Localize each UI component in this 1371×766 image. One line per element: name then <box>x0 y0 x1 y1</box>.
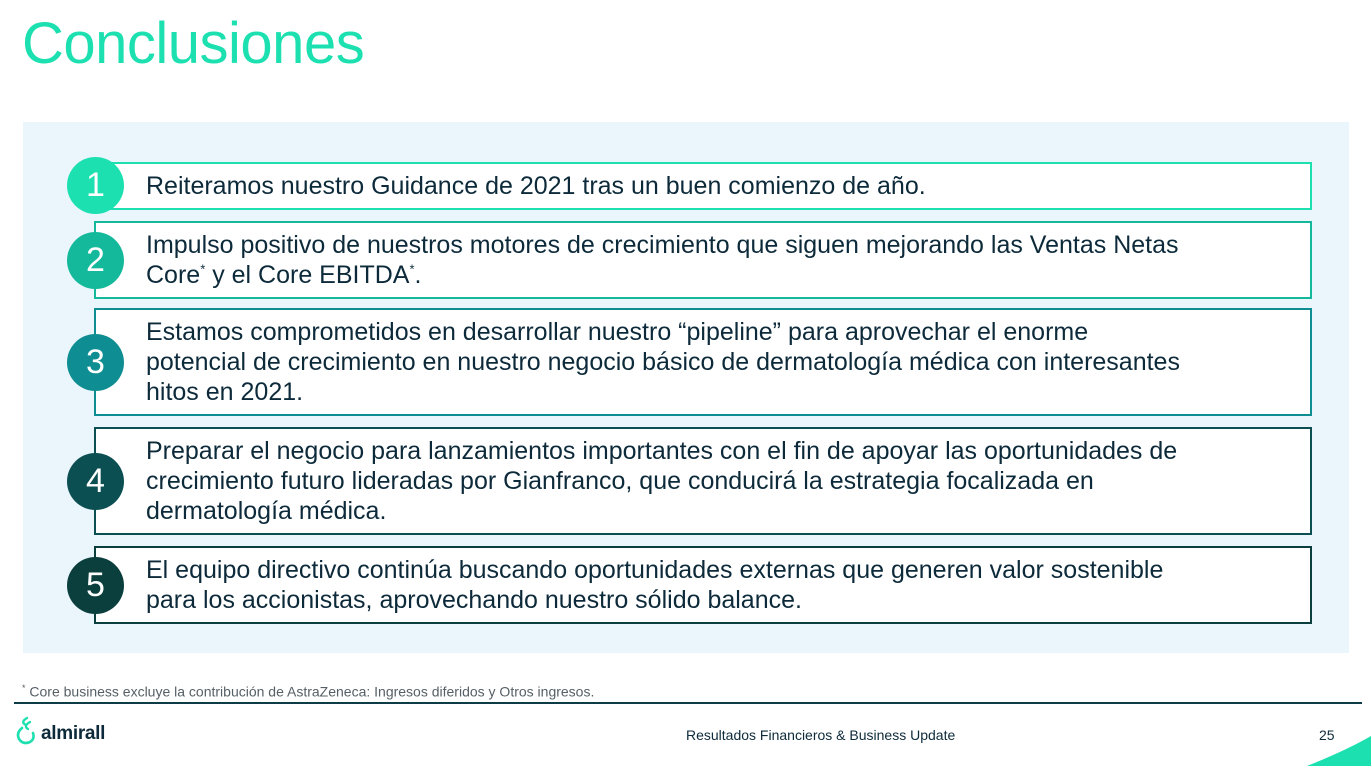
conclusion-text-4-line3: dermatología médica. <box>146 497 387 525</box>
footer-divider <box>14 702 1362 704</box>
conclusion-text-1: Reiteramos nuestro Guidance de 2021 tras un buen comienzo de año. <box>146 172 926 200</box>
footnote <box>22 683 594 700</box>
conclusion-item-5 <box>94 546 1312 624</box>
text-core-ebitda: y el Core EBITDA <box>205 261 410 289</box>
number-badge-2: 2 <box>67 232 124 289</box>
page-title: Conclusiones <box>22 11 365 76</box>
almirall-logo <box>14 716 105 751</box>
conclusion-item-4 <box>94 427 1312 535</box>
number-badge-4: 4 <box>67 453 124 510</box>
footer-title: Resultados Financieros & Business Update <box>686 727 956 743</box>
conclusion-text-2 <box>146 230 1179 290</box>
conclusion-text-5-line2: para los accionistas, aprovechando nuestro sólido balance. <box>146 586 802 614</box>
conclusion-text-3 <box>146 317 1180 407</box>
footnote-mark: * <box>22 683 26 693</box>
almirall-logo-text: almirall <box>41 722 106 744</box>
almirall-logo-icon <box>14 716 38 751</box>
number-badge-1: 1 <box>67 157 124 214</box>
text-period: . <box>414 261 422 289</box>
conclusion-item-1 <box>94 162 1312 210</box>
conclusion-text-5 <box>146 555 1163 615</box>
asterisk-mark: * <box>200 261 206 277</box>
text-core: Core <box>146 261 201 289</box>
conclusion-text-2-line1: Impulso positivo de nuestros motores de crecimiento que siguen mejorando las Ventas Netas <box>146 231 1179 259</box>
conclusion-text-4-line1: Preparar el negocio para lanzamientos importantes con el fin de apoyar las oportunidades de <box>146 437 1178 465</box>
conclusion-item-2 <box>94 221 1312 299</box>
conclusion-text-3-line1: Estamos comprometidos en desarrollar nuestro “pipeline” para aprovechar el enorme <box>146 318 1089 346</box>
page-number: 25 <box>1319 727 1335 743</box>
corner-accent-shape <box>1307 736 1371 766</box>
asterisk-mark: * <box>409 261 415 277</box>
conclusion-text-4 <box>146 436 1177 526</box>
number-badge-3: 3 <box>67 334 124 391</box>
conclusion-item-3 <box>94 308 1312 416</box>
conclusion-text-2-line2 <box>146 260 1179 290</box>
footnote-text: Core business excluye la contribución de AstraZeneca: Ingresos diferidos y Otros ingresos. <box>25 683 595 700</box>
number-badge-5: 5 <box>67 557 124 614</box>
conclusion-text-3-line2: potencial de crecimiento en nuestro negocio básico de dermatología médica con interesantes <box>146 348 1180 376</box>
conclusion-text-3-line3: hitos en 2021. <box>146 378 304 406</box>
conclusion-text-4-line2: crecimiento futuro lideradas por Gianfranco, que conducirá la estrategia focalizada en <box>146 467 1094 495</box>
conclusion-text-5-line1: El equipo directivo continúa buscando oportunidades externas que generen valor sostenible <box>146 556 1164 584</box>
